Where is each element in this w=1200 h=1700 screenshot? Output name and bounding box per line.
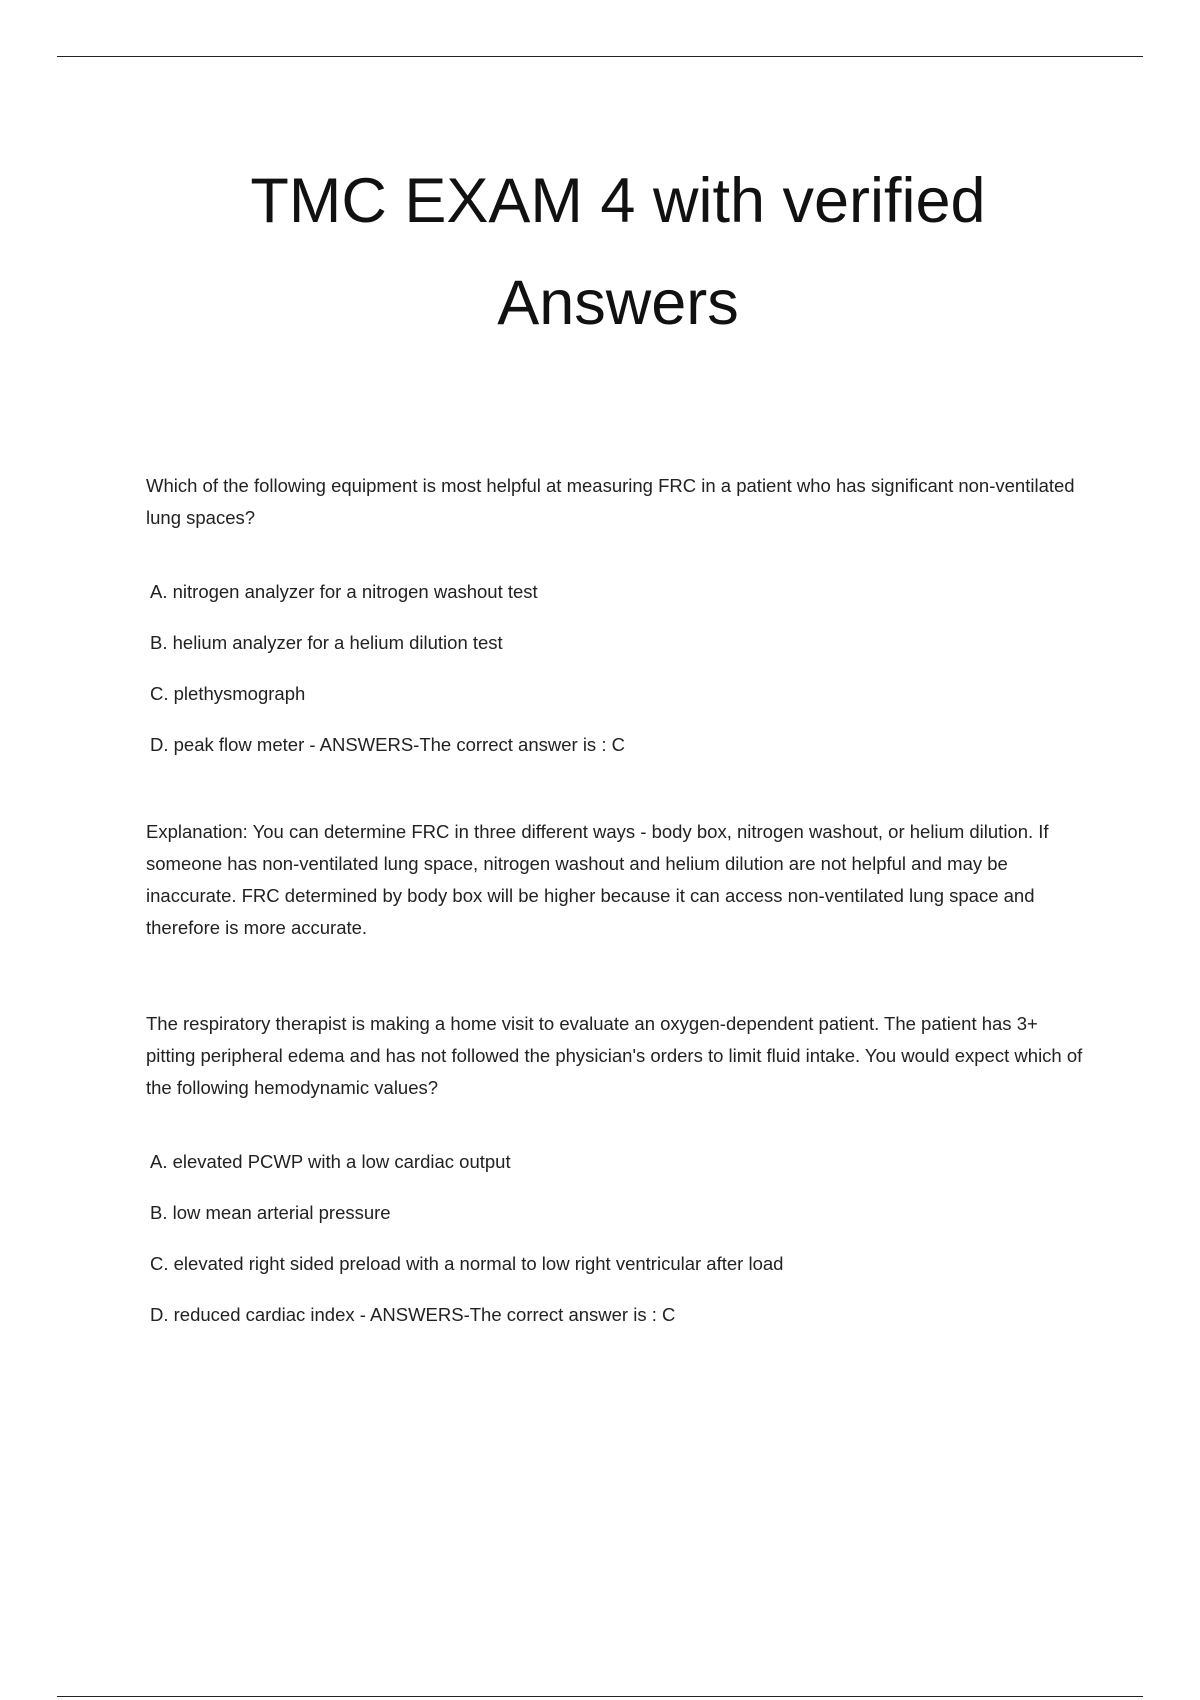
option-a: A. elevated PCWP with a low cardiac output	[150, 1151, 511, 1172]
option-c: C. plethysmograph	[150, 683, 306, 704]
question-block-2	[146, 1008, 1092, 1328]
explanation-text: Explanation: You can determine FRC in three different ways - body box, nitrogen washout, or helium dilution. If someone has non-ventilated lung space, nitrogen washout and helium dilution are not helpful and may be inaccurate. FRC determined by body box will be higher because it can access non-ventilated lung space and therefore is more accurate.	[146, 821, 1049, 938]
header-rule	[57, 56, 1143, 57]
question-block-1	[146, 470, 1092, 944]
option-c: C. elevated right sided preload with a normal to low right ventricular after load	[150, 1253, 784, 1274]
document-body	[146, 470, 1092, 1353]
title-line-2: Answers	[497, 268, 739, 338]
option-a: A. nitrogen analyzer for a nitrogen washout test	[150, 581, 538, 602]
answer-options	[146, 579, 1092, 758]
document-title	[0, 150, 1200, 354]
option-b: B. helium analyzer for a helium dilution test	[150, 632, 503, 653]
question-text: The respiratory therapist is making a home visit to evaluate an oxygen-dependent patient. The patient has 3+ pitting peripheral edema and has not followed the physician's orders to limit fluid intake. You would expect which of the following hemodynamic values?	[146, 1013, 1083, 1098]
question-text: Which of the following equipment is most helpful at measuring FRC in a patient who has significant non-ventilated lung spaces?	[146, 475, 1075, 528]
option-b: B. low mean arterial pressure	[150, 1202, 391, 1223]
answer-options	[146, 1149, 1092, 1328]
option-d: D. reduced cardiac index - ANSWERS-The correct answer is : C	[150, 1304, 676, 1325]
title-line-1: TMC EXAM 4 with verified	[250, 166, 986, 236]
option-d: D. peak flow meter - ANSWERS-The correct answer is : C	[150, 734, 625, 755]
footer-rule	[57, 1696, 1143, 1697]
